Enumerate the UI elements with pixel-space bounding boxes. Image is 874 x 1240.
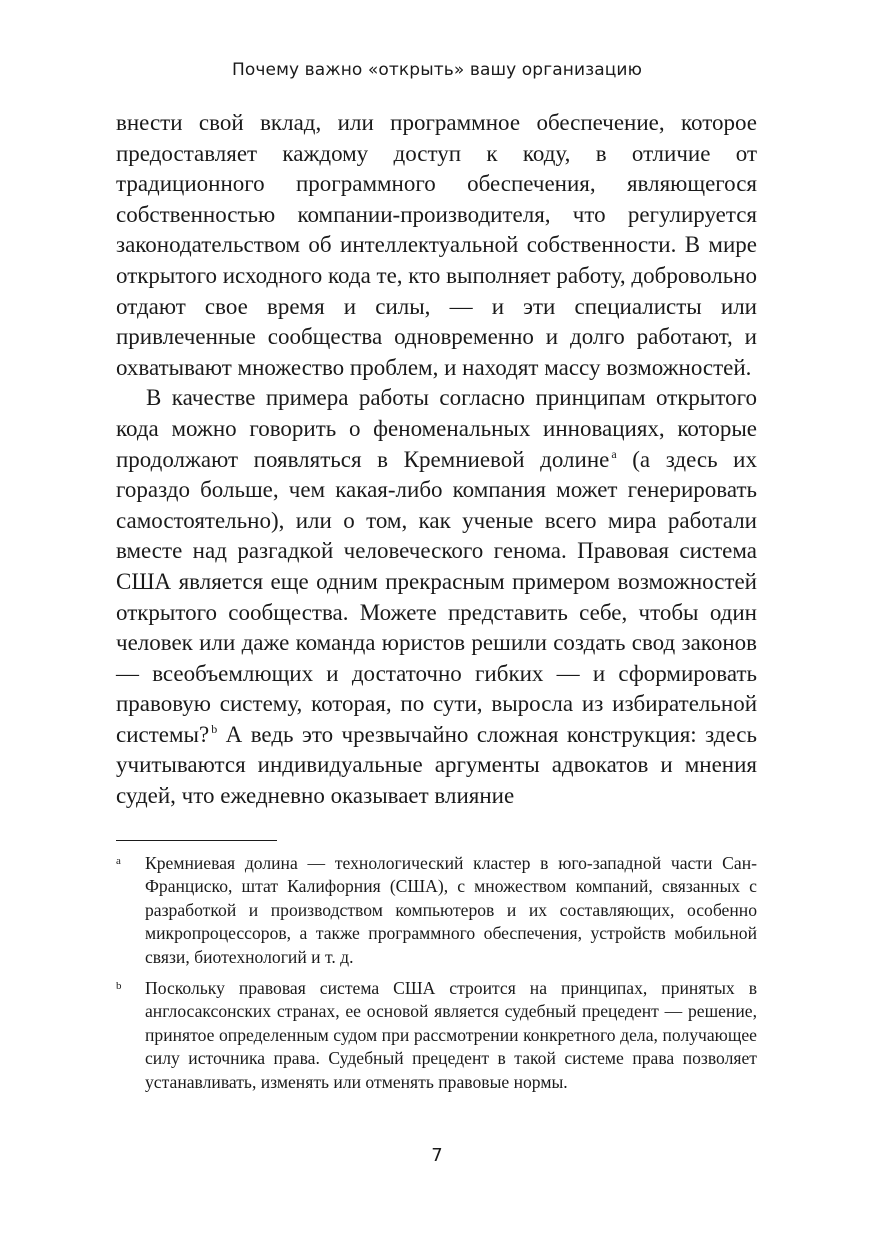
footnote-ref-a[interactable]: a [611,446,617,461]
footnote-ref-b[interactable]: b [211,721,218,736]
footnote-text-a: Кремниевая долина — технологический кластер в юго-западной части Сан-Франциско, штат Калифорния (США), с множеством компаний, связанных с разработкой и производством компьютеров и их составляющих, особенно микропроцессоров, а также программного обеспечения, устройств мобильной связи, биотехнологий и т. д. [145,853,757,967]
page-number: 7 [431,1145,443,1166]
footnote-mark-a: a [116,855,121,867]
running-header: Почему важно «открыть» вашу организацию [231,60,642,80]
footnote-mark-b: b [116,980,122,993]
paragraph-2-part-2: (а здесь их гораздо больше, чем какая-либо компания может генерировать самостоятельно), или о том, как ученые всего мира работали вместе над разгадкой человеческого генома. Правовая система США является еще одним прекрасным примером возможностей открытого сообщества. Можете представить себе, чтобы один человек или даже команда юристов решили создать свод законов — всеобъемлющих и достаточно гибких — и сформировать правовую систему, которая, по сути, выросла из избирательной системы? [116,446,757,747]
footnotes [116,852,757,1094]
footnote-b [116,977,757,1094]
footnote-divider [116,840,277,841]
footnote-text-b: Поскольку правовая система США строится на принципах, принятых в англосаксонских странах, ее основой является судебный прецедент — решение, принятое определенным судом при рассмотрении конкретного дела, получающее силу источника права. Судебный прецедент в такой системе права позволяет устанавливать, изменять или отменять правовые нормы. [145,978,757,1092]
paragraph-1: внести свой вклад, или программное обеспечение, которое предоставляет каждому доступ к коду, в отличие от традиционного программного обеспечения, являющегося собственностью компании-производителя, что регулируется законодательством об интеллектуальной собственности. В мире открытого исходного кода те, кто выполняет работу, добровольно отдают свое время и силы, — и эти специалисты или привлеченные сообщества одновременно и долго работают, и охватывают множество проблем, и находят массу возможностей. [116,110,757,380]
paragraph-2 [116,383,757,811]
paragraph-2-part-1: В качестве примера работы согласно принципам открытого кода можно говорить о феноменальных инновациях, которые продолжают появляться в Кремниевой долине [116,385,757,472]
paragraph-2-part-3: А ведь это чрезвычайно сложная конструкция: здесь учитываются индивидуальные аргументы адвокатов и мнения судей, что ежедневно оказывает влияние [116,721,757,809]
footnote-a [116,852,757,969]
main-text [116,108,757,812]
